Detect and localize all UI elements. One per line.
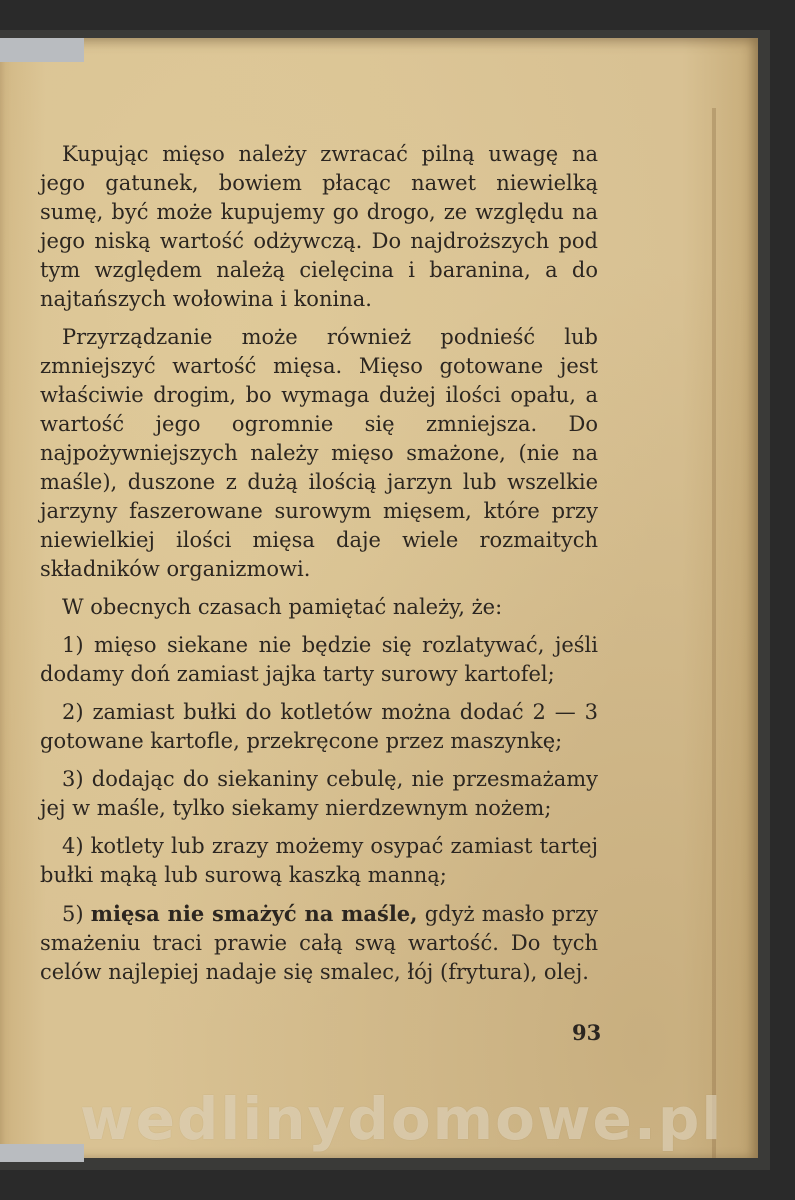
item-bold-phrase: mięsa nie smażyć na maśle, xyxy=(90,901,418,926)
list-item: 1) mięso siekane nie będzie się rozlatywać, jeśli dodamy doń zamiast jajka tarty surowy kartofel; xyxy=(40,633,598,686)
item-number: 5) xyxy=(62,902,84,926)
watermark: wedlinydomowe.pl xyxy=(80,1085,724,1153)
list-item xyxy=(40,899,598,987)
page-text xyxy=(40,140,598,996)
page-number: 93 xyxy=(572,1020,602,1045)
tape-strip-bottom xyxy=(0,1144,84,1162)
item-rest: gdyż masło przy smażeniu traci prawie całą swą wartość. Do tych celów najlepiej nadaje się smalec, łój (frytura), olej. xyxy=(40,902,598,984)
list-item: 4) kotlety lub zrazy możemy osypać zamiast tartej bułki mąką lub surową kaszką manną; xyxy=(40,834,598,887)
tape-strip-top xyxy=(0,38,84,62)
list-item: 2) zamiast bułki do kotletów można dodać 2 — 3 gotowane kartofle, przekręcone przez maszynkę; xyxy=(40,700,598,753)
paragraph: W obecnych czasach pamiętać należy, że: xyxy=(62,595,503,619)
list-item: 3) dodając do siekaniny cebulę, nie przesmażamy jej w maśle, tylko siekamy nierdzewnym nożem; xyxy=(40,767,598,820)
paragraph: Przyrządzanie może również podnieść lub zmniejszyć wartość mięsa. Mięso gotowane jest właściwie drogim, bo wymaga dużej ilości opału, a wartość jego ogromnie się zmniejsza. Do najpożywniejszych należy mięso smażone, (nie na maśle), duszone z dużą ilością jarzyn lub wszelkie jarzyny faszerowane surowym mięsem, które przy niewielkiej ilości mięsa daje wiele rozmaitych składników organizmowi. xyxy=(40,325,598,581)
page-edge xyxy=(712,108,716,1158)
paragraph: Kupując mięso należy zwracać pilną uwagę na jego gatunek, bowiem płacąc nawet niewielką sumę, być może kupujemy go drogo, ze względu na jego niską wartość odżywczą. Do najdroższych pod tym względem należą cielęcina i baranina, a do najtańszych wołowina i konina. xyxy=(40,142,598,311)
